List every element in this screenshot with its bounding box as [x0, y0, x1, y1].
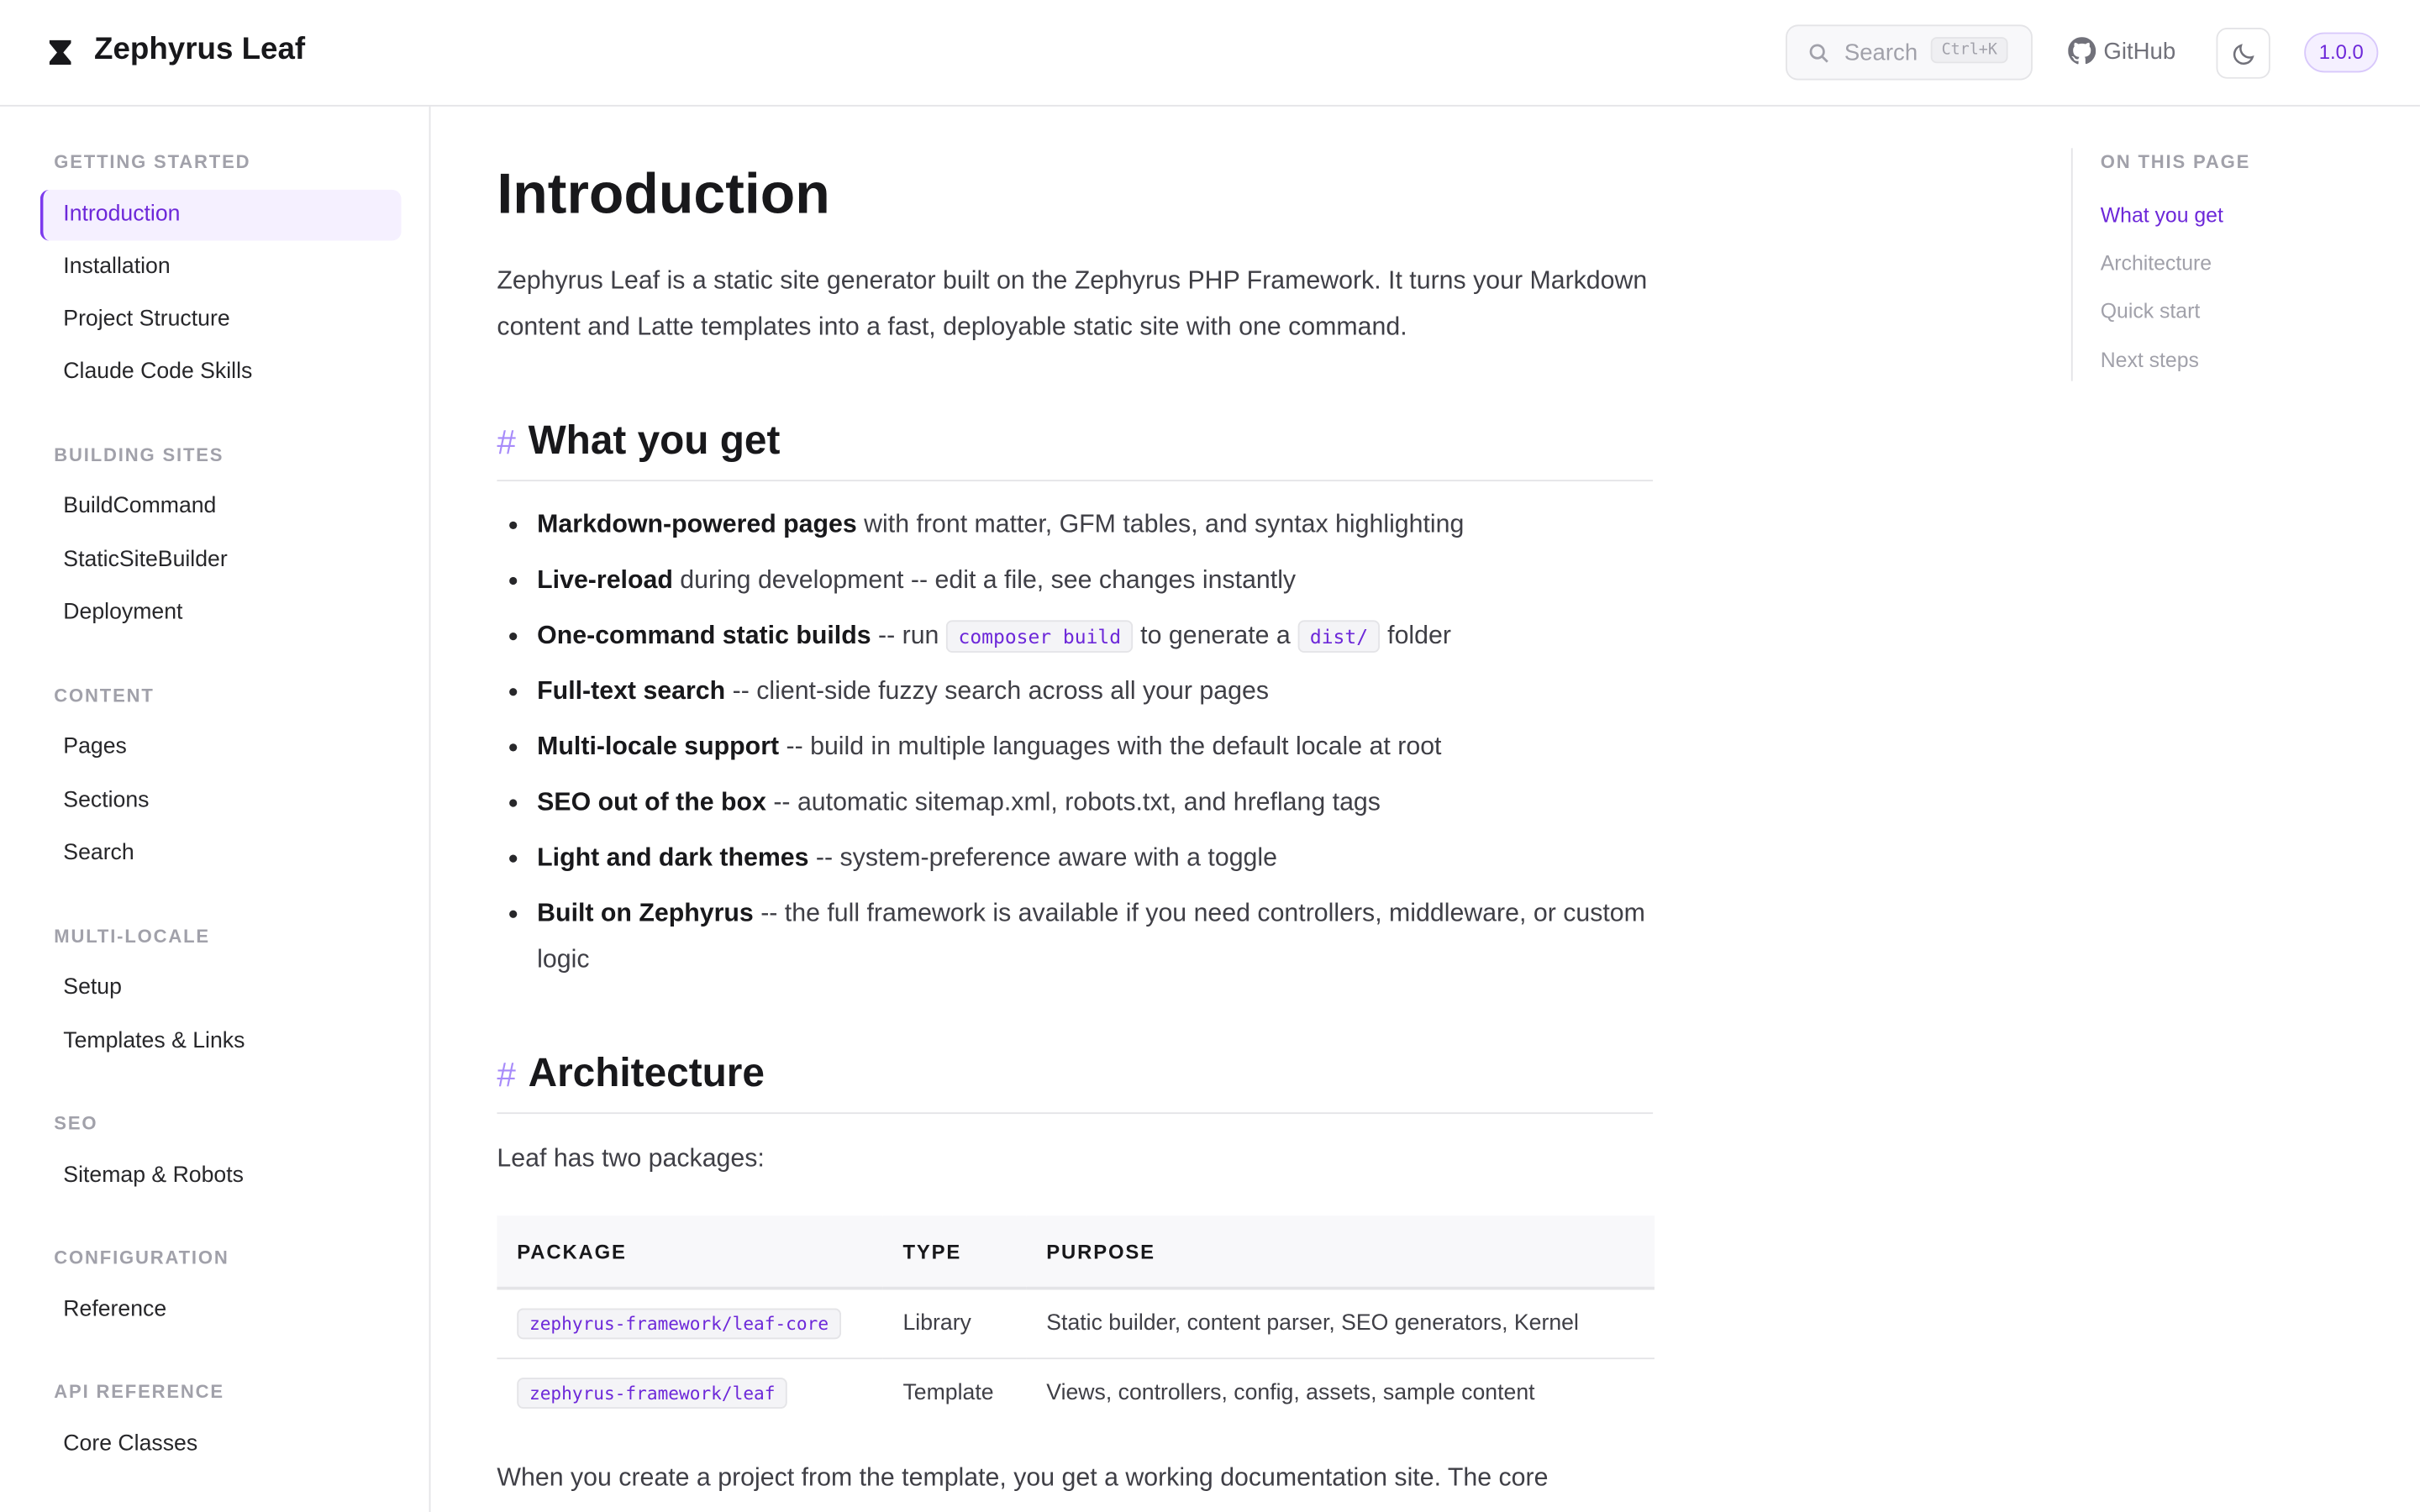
moon-icon [2231, 41, 2255, 66]
heading-text: What you get [528, 416, 781, 464]
github-label: GitHub [2103, 37, 2176, 65]
sidebar-section-title: SEO [54, 1112, 98, 1134]
sidebar-section-title: CONFIGURATION [54, 1247, 229, 1268]
heading-architecture [497, 1049, 1653, 1114]
sidebar-item-pages[interactable]: Pages [63, 734, 127, 759]
package-name: zephyrus-framework/leaf [517, 1378, 787, 1409]
sidebar-section-title: CONTENT [54, 685, 155, 707]
feature-desc: to generate a [1133, 622, 1298, 650]
sidebar-item-deployment[interactable]: Deployment [63, 600, 183, 625]
list-item [537, 725, 1664, 770]
list-item [537, 780, 1664, 826]
sidebar-item-buildcommand[interactable]: BuildCommand [63, 493, 217, 519]
toc-title: ON THIS PAGE [2100, 150, 2251, 173]
sidebar-item-introduction[interactable]: Introduction [40, 190, 402, 241]
sidebar-item-search[interactable]: Search [63, 841, 134, 866]
sidebar-section-title: API REFERENCE [54, 1380, 224, 1403]
anchor-hash-link[interactable]: # [497, 1055, 516, 1095]
purpose-cell: Static builder, content parser, SEO generators, Kernel [1026, 1289, 1655, 1359]
feature-desc: with front matter, GFM tables, and syntax highlighting [856, 510, 1465, 539]
search-label: Search [1844, 39, 1918, 66]
github-link[interactable] [2068, 37, 2175, 65]
architecture-intro: Leaf has two packages: [497, 1144, 765, 1173]
feature-name: Markdown-powered pages [537, 510, 857, 539]
feature-desc: during development -- edit a file, see changes instantly [672, 566, 1297, 595]
sidebar-item-project-structure[interactable]: Project Structure [63, 307, 230, 332]
toc-item-quick-start[interactable]: Quick start [2100, 299, 2201, 323]
sidebar-item-installation[interactable]: Installation [63, 255, 171, 280]
feature-name: Multi-locale support [537, 732, 780, 761]
list-item [537, 559, 1664, 604]
purpose-cell: Views, controllers, config, assets, sample content [1046, 1380, 1535, 1406]
list-item [537, 836, 1664, 881]
table-row [497, 1289, 1655, 1359]
package-cell [497, 1289, 882, 1359]
sidebar-item-reference[interactable]: Reference [63, 1297, 167, 1323]
feature-name: Light and dark themes [537, 843, 809, 872]
feature-name: Built on Zephyrus [537, 899, 754, 927]
inline-code: composer build [946, 620, 1134, 653]
theme-toggle-button[interactable] [2217, 28, 2270, 79]
hourglass-logo-icon [50, 40, 71, 65]
feature-name: Full-text search [537, 677, 726, 706]
search-button[interactable] [1786, 24, 2033, 80]
feature-name: SEO out of the box [537, 788, 766, 816]
heading-what-you-get [497, 417, 1653, 481]
package-name: zephyrus-framework/leaf-core [517, 1309, 840, 1340]
search-icon [1809, 43, 1829, 63]
type-cell: Library [883, 1289, 1027, 1359]
page-title: Introduction [497, 161, 830, 226]
anchor-hash-link[interactable]: # [497, 423, 516, 462]
type-cell: Template [902, 1380, 994, 1406]
intro-paragraph: Zephyrus Leaf is a static site generator built on the Zephyrus PHP Framework. It turns your Markdown content and Latte templates into a fast, deployable static site with one command. [497, 266, 1648, 340]
package-cell [497, 1358, 882, 1427]
sidebar-item-core-classes[interactable]: Core Classes [63, 1431, 198, 1457]
search-shortcut: Ctrl+K [1931, 37, 2008, 63]
column-header: PURPOSE [1026, 1215, 1655, 1288]
outro-paragraph: When you create a project from the template, you get a working documentation site. The core [497, 1464, 1549, 1493]
feature-desc: -- system-preference aware with a toggle [808, 843, 1278, 872]
github-icon [2068, 37, 2096, 65]
feature-name: Live-reload [537, 566, 673, 595]
column-header: PACKAGE [497, 1215, 882, 1288]
sidebar-item-staticsitebuilder[interactable]: StaticSiteBuilder [63, 548, 228, 573]
on-this-page-toc [2071, 148, 2251, 381]
list-item [537, 669, 1664, 715]
toc-item-next-steps[interactable]: Next steps [2100, 349, 2199, 372]
column-header: TYPE [883, 1215, 1027, 1288]
feature-desc: folder [1380, 622, 1451, 650]
site-title[interactable]: Zephyrus Leaf [94, 32, 306, 66]
sidebar-item-templates-links[interactable]: Templates & Links [63, 1029, 245, 1054]
list-item [537, 614, 1664, 659]
feature-desc: -- run [871, 622, 946, 650]
feature-name: One-command static builds [537, 622, 871, 650]
table-row [497, 1358, 1655, 1427]
feature-desc: -- client-side fuzzy search across all your pages [725, 677, 1269, 706]
top-header [0, 0, 2420, 107]
sidebar-item-claude-code-skills[interactable]: Claude Code Skills [63, 359, 253, 385]
feature-desc: -- the full framework is available if you need controllers, middleware, or custom logic [537, 899, 1645, 974]
toc-item-what-you-get[interactable]: What you get [2100, 203, 2223, 227]
inline-code: dist/ [1297, 620, 1381, 653]
feature-desc: -- automatic sitemap.xml, robots.txt, and hreflang tags [765, 788, 1381, 816]
feature-desc: -- build in multiple languages with the default locale at root [779, 732, 1442, 761]
list-item [537, 892, 1664, 983]
toc-item-architecture[interactable]: Architecture [2100, 251, 2212, 275]
sidebar-section-title: GETTING STARTED [54, 150, 251, 173]
heading-text: Architecture [528, 1048, 765, 1096]
sidebar-item-sitemap-robots[interactable]: Sitemap & Robots [63, 1163, 244, 1189]
version-badge[interactable]: 1.0.0 [2304, 33, 2378, 73]
packages-table [497, 1215, 1655, 1427]
sidebar-nav [0, 107, 430, 1512]
list-item [537, 503, 1664, 549]
sidebar-section-title: BUILDING SITES [54, 444, 224, 466]
feature-list [497, 503, 1664, 993]
sidebar-item-setup[interactable]: Setup [63, 974, 122, 1000]
sidebar-section-title: MULTI-LOCALE [54, 926, 210, 948]
sidebar-item-sections[interactable]: Sections [63, 788, 150, 813]
